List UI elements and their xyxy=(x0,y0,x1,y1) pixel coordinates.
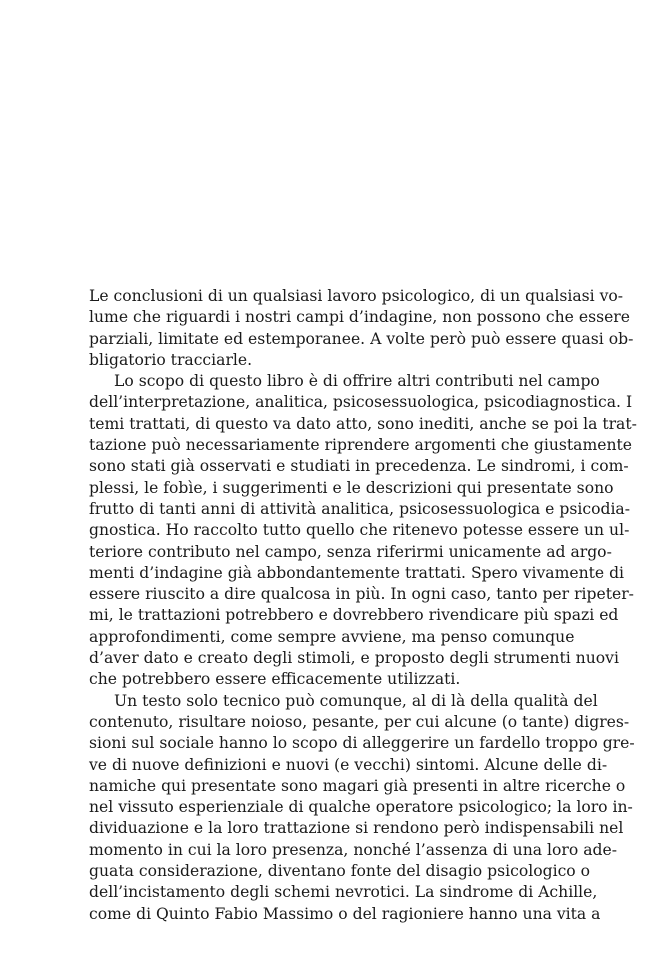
text-line: plessi, le fobìe, i suggerimenti e le descrizioni qui presentate sono xyxy=(89,478,614,497)
text-line: dell’incistamento degli schemi nevrotici. La sindrome di Achille, xyxy=(89,883,598,902)
text-line: namiche qui presentate sono magari già presenti in altre ricerche o xyxy=(89,776,626,795)
text-line: bligatorio tracciarle. xyxy=(89,350,253,369)
text-line: ve di nuove definizioni e nuovi (e vecchi) sintomi. Alcune delle di- xyxy=(89,755,608,774)
text-line: lume che riguardi i nostri campi d’indagine, non possono che essere xyxy=(89,308,630,327)
text-line: momento in cui la loro presenza, nonché l’assenza di una loro ade- xyxy=(89,840,617,859)
text-line: contenuto, risultare noioso, pesante, per cui alcune (o tante) digres- xyxy=(89,712,630,731)
text-line: approfondimenti, come sempre avviene, ma penso comunque xyxy=(89,627,575,646)
text-line: teriore contributo nel campo, senza riferirmi unicamente ad argo- xyxy=(89,542,612,561)
text-line: che potrebbero essere efficacemente utilizzati. xyxy=(89,670,461,689)
text-line: essere riuscito a dire qualcosa in più. In ogni caso, tanto per ripeter- xyxy=(89,585,634,604)
text-line: Lo scopo di questo libro è di offrire altri contributi nel campo xyxy=(114,372,600,391)
text-line: Un testo solo tecnico può comunque, al di là della qualità del xyxy=(114,691,598,710)
text-line: dell’interpretazione, analitica, psicosessuologica, psicodiagnostica. I xyxy=(89,393,633,412)
text-line: mi, le trattazioni potrebbero e dovrebbero rivendicare più spazi ed xyxy=(89,606,619,625)
text-line: Le conclusioni di un qualsiasi lavoro psicologico, di un qualsiasi vo- xyxy=(89,287,624,305)
text-line: parziali, limitate ed estemporanee. A volte però può essere quasi ob- xyxy=(89,329,634,348)
text-line: dividuazione e la loro trattazione si rendono però indispensabili nel xyxy=(89,819,624,838)
body-text xyxy=(89,286,637,925)
text-line: come di Quinto Fabio Massimo o del ragioniere hanno una vita a xyxy=(89,904,601,923)
text-line: menti d’indagine già abbondantemente trattati. Spero vivamente di xyxy=(89,563,625,582)
text-line: tazione può necessariamente riprendere argomenti che giustamente xyxy=(89,436,633,455)
text-line: guata considerazione, diventano fonte del disagio psicologico o xyxy=(89,862,591,881)
text-line: sono stati già osservati e studiati in precedenza. Le sindromi, i com- xyxy=(89,457,629,476)
text-line: gnostica. Ho raccolto tutto quello che ritenevo potesse essere un ul- xyxy=(89,521,630,540)
text-line: sioni sul sociale hanno lo scopo di alleggerire un fardello troppo gre- xyxy=(89,734,635,753)
text-line: temi trattati, di questo va dato atto, sono inediti, anche se poi la trat- xyxy=(89,414,637,433)
text-line: frutto di tanti anni di attività analitica, psicosessuologica e psicodia- xyxy=(89,499,630,518)
text-line: d’aver dato e creato degli stimoli, e proposto degli strumenti nuovi xyxy=(89,649,619,668)
text-line: nel vissuto esperienziale di qualche operatore psicologico; la loro in- xyxy=(89,798,633,817)
